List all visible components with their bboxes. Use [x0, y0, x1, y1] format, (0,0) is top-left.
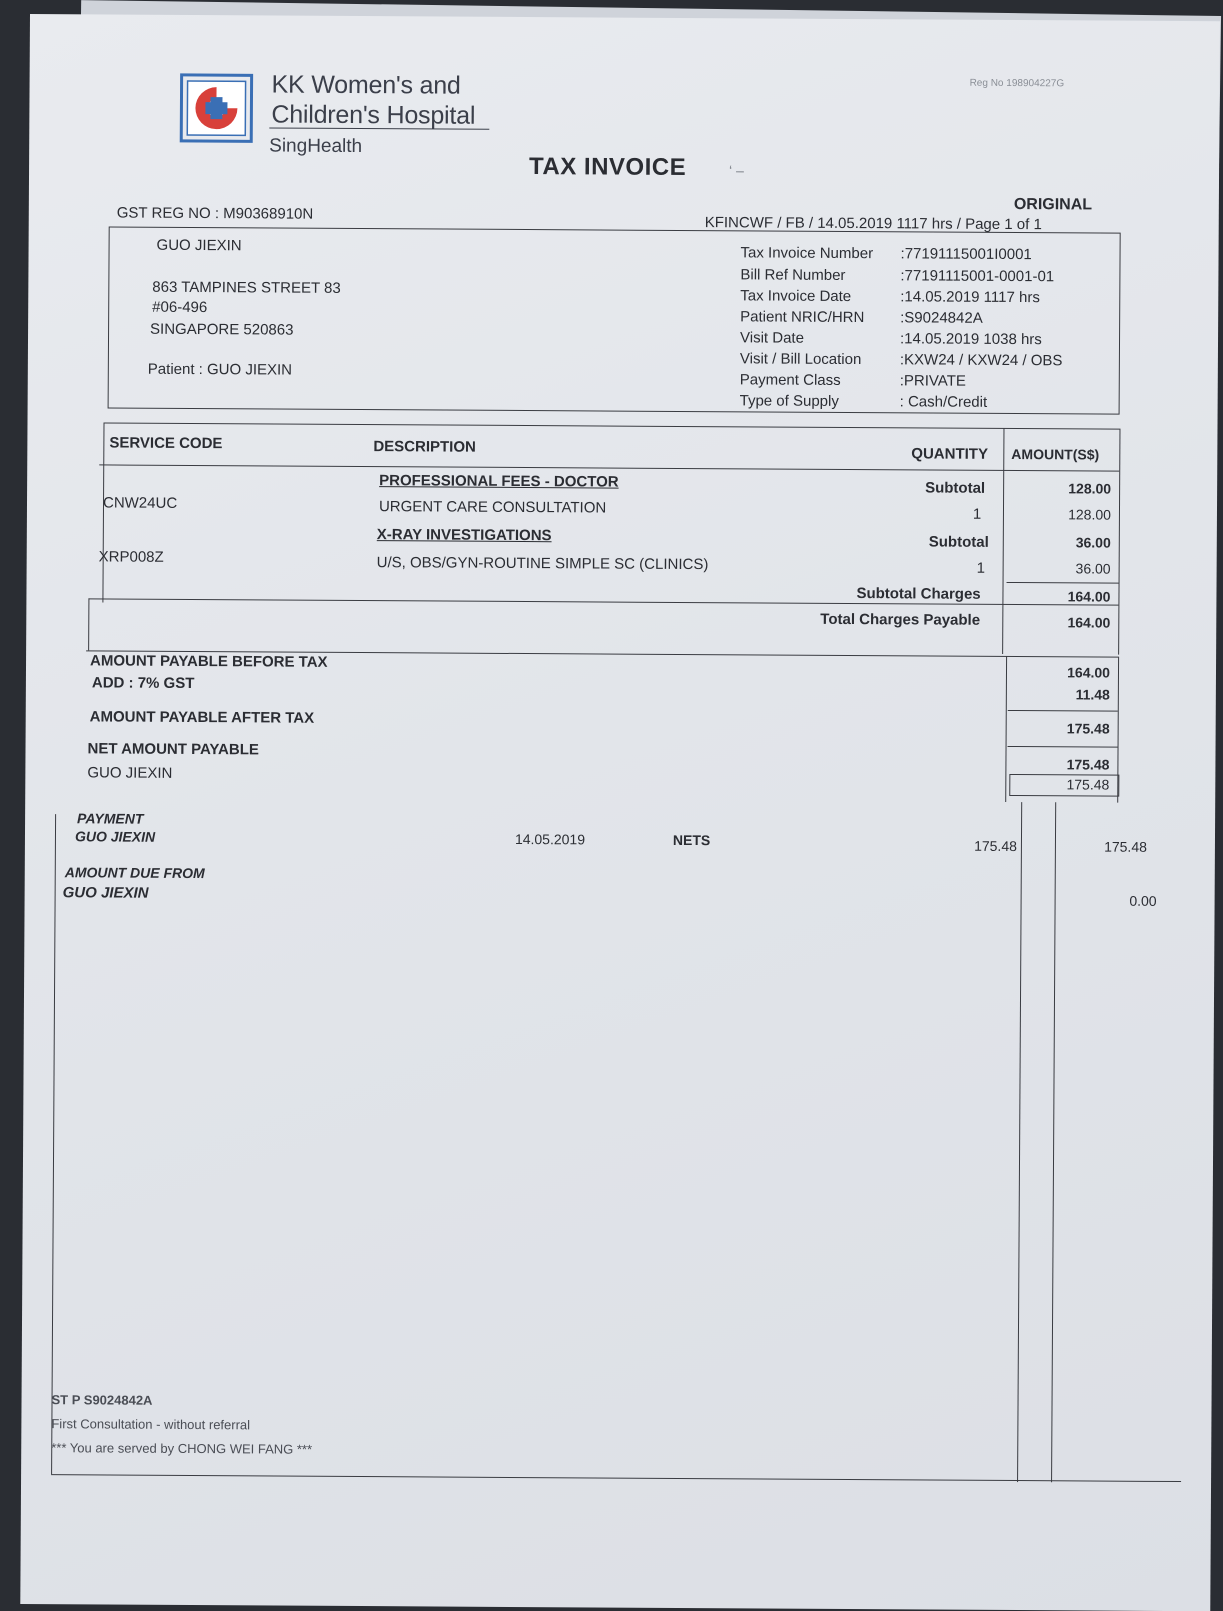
group-name: SingHealth: [269, 135, 363, 158]
after-tax-rule: [1008, 710, 1118, 712]
after-tax-amount: 175.48: [1066, 720, 1110, 737]
meta-label: Visit / Bill Location: [739, 350, 862, 369]
net-payable-label: NET AMOUNT PAYABLE: [87, 740, 259, 759]
net-rule: [1008, 746, 1118, 748]
address-line-1: 863 TAMPINES STREET 83: [152, 278, 341, 297]
hospital-name: KK Women's and Children's Hospital: [271, 70, 476, 130]
invoice-paper: [20, 14, 1220, 1611]
payment-col-rule: [1017, 802, 1022, 1482]
table-top-rule: [104, 422, 1120, 429]
total-left-rule: [88, 598, 89, 650]
row-description: U/S, OBS/GYN-ROUTINE SIMPLE SC (CLINICS): [376, 554, 709, 574]
row-amount: 36.00: [1075, 534, 1111, 551]
row-amount: 36.00: [1075, 560, 1111, 577]
footer-patient-code: ST P S9024842A: [51, 1392, 153, 1408]
meta-value: : Cash/Credit: [899, 393, 988, 411]
row-quantity: Subtotal: [928, 533, 989, 551]
row-quantity: 1: [972, 505, 982, 523]
meta-label: Bill Ref Number: [740, 266, 846, 284]
amount-due-value: 0.00: [1129, 892, 1157, 909]
payment-mode: NETS: [672, 831, 711, 849]
col-quantity: QUANTITY: [911, 445, 989, 463]
header-bottom-rule: [99, 464, 1119, 471]
col-amount: AMOUNT(S$): [1011, 446, 1100, 463]
meta-label: Payment Class: [739, 371, 841, 389]
hospital-logo-icon: [179, 73, 253, 143]
net-payer-amount: 175.48: [1066, 776, 1110, 793]
category-label: X-RAY INVESTIGATIONS: [376, 526, 552, 545]
row-quantity: Subtotal: [925, 479, 986, 497]
footer-consultation-note: First Consultation - without referral: [51, 1416, 251, 1433]
subtotal-charges-label: Subtotal Charges: [856, 585, 981, 603]
category-label: PROFESSIONAL FEES - DOCTOR: [379, 472, 619, 491]
row-code: XRP008Z: [98, 548, 164, 566]
meta-value: :S9024842A: [900, 309, 983, 327]
billing-name: GUO JIEXIN: [156, 236, 242, 255]
meta-value: :KXW24 / KXW24 / OBS: [899, 351, 1063, 370]
row-code: CNW24UC: [102, 494, 178, 512]
subtotal-rule: [1007, 582, 1119, 584]
address-line-2: #06-496: [152, 298, 208, 317]
payment-date: 14.05.2019: [514, 830, 586, 848]
row-amount: 128.00: [1068, 506, 1112, 523]
table-right-rule: [1118, 429, 1120, 655]
meta-label: Tax Invoice Number: [740, 244, 874, 263]
net-payable-amount: 175.48: [1066, 756, 1110, 773]
total-payable-amount: 164.00: [1067, 614, 1111, 631]
summary-col-rule: [1005, 656, 1007, 802]
row-amount: 128.00: [1068, 480, 1112, 497]
original-stamp: ORIGINAL: [1013, 196, 1093, 214]
amount-col-rule: [1002, 428, 1004, 654]
payment-label: PAYMENT: [77, 810, 144, 827]
net-payer-name: GUO JIEXIN: [87, 764, 173, 782]
subtotal-charges-amount: 164.00: [1067, 588, 1111, 605]
pen-mark: ‘ –: [729, 162, 744, 179]
meta-label: Visit Date: [739, 329, 805, 347]
amount-due-label: AMOUNT DUE FROM: [64, 864, 205, 882]
col-service-code: SERVICE CODE: [109, 434, 223, 453]
document-title: TAX INVOICE: [528, 153, 687, 182]
after-tax-label: AMOUNT PAYABLE AFTER TAX: [89, 708, 315, 727]
gst-reg-no: GST REG NO : M90368910N: [116, 204, 314, 223]
company-reg-no: Reg No 198904227G: [969, 77, 1065, 90]
meta-label: Type of Supply: [739, 392, 839, 410]
frame-right-rule: [1051, 802, 1056, 1482]
payment-amount: 175.48: [974, 837, 1017, 855]
table-left-rule: [102, 422, 104, 602]
meta-value: :PRIVATE: [899, 372, 966, 390]
payment-name: GUO JIEXIN: [74, 828, 156, 845]
meta-value: :14.05.2019 1117 hrs: [900, 288, 1040, 307]
gst-label: ADD : 7% GST: [91, 674, 195, 693]
row-quantity: 1: [976, 559, 986, 577]
before-tax-amount: 164.00: [1067, 664, 1111, 681]
before-tax-label: AMOUNT PAYABLE BEFORE TAX: [89, 652, 328, 671]
meta-label: Tax Invoice Date: [740, 287, 852, 306]
address-line-3: SINGAPORE 520863: [150, 320, 294, 339]
frame-left-rule: [51, 814, 56, 1474]
footer-served-by: *** You are served by CHONG WEI FANG ***: [51, 1440, 313, 1457]
payment-total-amount: 175.48: [1104, 838, 1147, 855]
col-description: DESCRIPTION: [373, 438, 476, 456]
meta-value: :77191115001I0001: [900, 245, 1032, 264]
meta-label: Patient NRIC/HRN: [740, 308, 865, 327]
patient-label: Patient : GUO JIEXIN: [147, 360, 293, 379]
amount-due-name: GUO JIEXIN: [62, 884, 149, 902]
meta-value: :14.05.2019 1038 hrs: [899, 330, 1042, 349]
frame-bottom-rule: [51, 1474, 1181, 1482]
gst-amount: 11.48: [1075, 686, 1110, 703]
document-reference: KFINCWF / FB / 14.05.2019 1117 hrs / Page 1 of 1: [704, 214, 1042, 234]
total-payable-label: Total Charges Payable: [820, 610, 981, 629]
row-description: URGENT CARE CONSULTATION: [378, 498, 607, 517]
meta-value: :77191115001-0001-01: [900, 267, 1055, 286]
